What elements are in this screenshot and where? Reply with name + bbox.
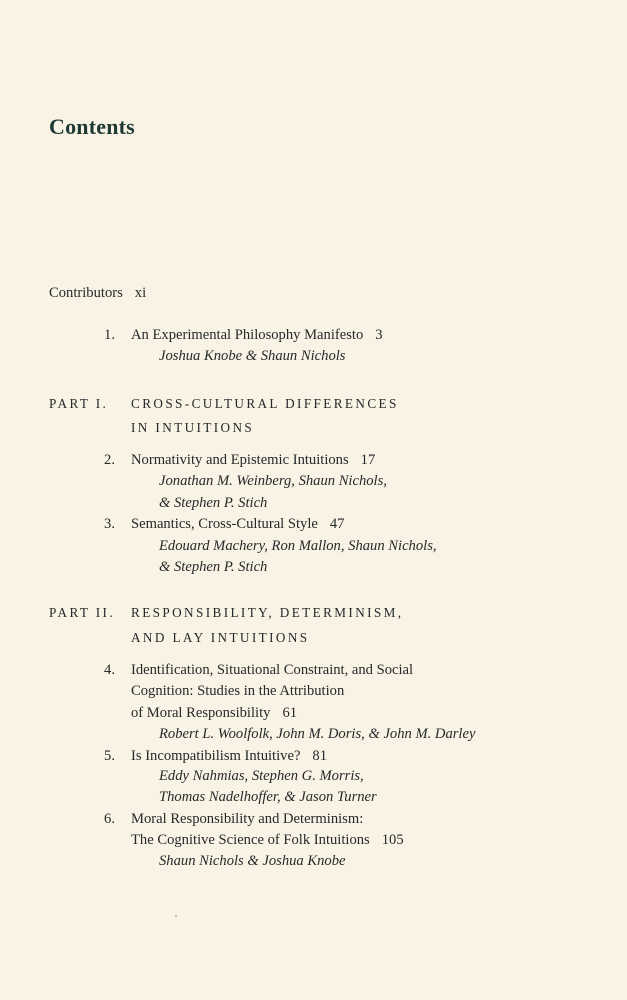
chapter-6-title-line-2[interactable] xyxy=(131,833,404,848)
paper-speck xyxy=(175,915,177,917)
chapter-3-page-number: 47 xyxy=(329,516,345,532)
chapter-6-page-number: 105 xyxy=(381,832,404,848)
chapter-3-number: 3. xyxy=(104,516,115,532)
chapter-4-authors: Robert L. Woolfolk, John M. Doris, & John M. Darley xyxy=(159,726,476,742)
chapter-4-title-line-3[interactable] xyxy=(131,706,297,721)
chapter-4-title-line-2[interactable]: Cognition: Studies in the Attribution xyxy=(131,683,345,699)
chapter-1-authors: Joshua Knobe & Shaun Nichols xyxy=(159,348,346,364)
chapter-6-authors: Shaun Nichols & Joshua Knobe xyxy=(159,853,346,869)
chapter-3-title-text: Semantics, Cross-Cultural Style xyxy=(131,516,318,532)
contributors-page-number: xi xyxy=(134,285,147,301)
chapter-1-number: 1. xyxy=(104,327,115,343)
page-title: Contents xyxy=(49,114,135,139)
chapter-2-authors-line-2: & Stephen P. Stich xyxy=(159,495,268,511)
chapter-4-number: 4. xyxy=(104,662,115,678)
part-1-title-line-1: CROSS-CULTURAL DIFFERENCES xyxy=(131,396,399,411)
chapter-1-title[interactable] xyxy=(131,328,383,343)
chapter-3-authors-line-2: & Stephen P. Stich xyxy=(159,559,268,575)
chapter-2-title[interactable] xyxy=(131,453,375,468)
part-2-label: PART II. xyxy=(49,605,116,620)
chapter-6-title-line-1[interactable]: Moral Responsibility and Determinism: xyxy=(131,811,364,827)
chapter-3-title[interactable] xyxy=(131,517,344,532)
chapter-2-number: 2. xyxy=(104,452,115,468)
chapter-6-title-text: The Cognitive Science of Folk Intuitions xyxy=(131,832,370,848)
chapter-4-page-number: 61 xyxy=(282,705,298,721)
chapter-1-title-text: An Experimental Philosophy Manifesto xyxy=(131,327,364,343)
chapter-2-page-number: 17 xyxy=(360,452,376,468)
chapter-3-authors-line-1: Edouard Machery, Ron Mallon, Shaun Nichols, xyxy=(159,538,437,554)
chapter-5-title-text: Is Incompatibilism Intuitive? xyxy=(131,748,301,764)
contributors-label: Contributors xyxy=(49,285,123,301)
chapter-4-title-line-1[interactable]: Identification, Situational Constraint, and Social xyxy=(131,662,414,678)
part-2-title-line-1: RESPONSIBILITY, DETERMINISM, xyxy=(131,605,404,620)
part-1-title-line-2: IN INTUITIONS xyxy=(131,420,255,435)
chapter-4-title-text: of Moral Responsibility xyxy=(131,705,271,721)
chapter-6-number: 6. xyxy=(104,811,115,827)
part-2-title-line-2: AND LAY INTUITIONS xyxy=(131,630,310,645)
chapter-2-title-text: Normativity and Epistemic Intuitions xyxy=(131,452,349,468)
chapter-1-page-number: 3 xyxy=(375,327,383,343)
chapter-5-authors-line-1: Eddy Nahmias, Stephen G. Morris, xyxy=(159,768,364,784)
chapter-2-authors-line-1: Jonathan M. Weinberg, Shaun Nichols, xyxy=(159,473,387,489)
chapter-5-number: 5. xyxy=(104,748,115,764)
chapter-5-authors-line-2: Thomas Nadelhoffer, & Jason Turner xyxy=(159,789,377,805)
chapter-5-title[interactable] xyxy=(131,749,327,764)
part-1-label: PART I. xyxy=(49,396,109,411)
chapter-5-page-number: 81 xyxy=(312,748,328,764)
contributors-entry[interactable] xyxy=(49,286,146,301)
